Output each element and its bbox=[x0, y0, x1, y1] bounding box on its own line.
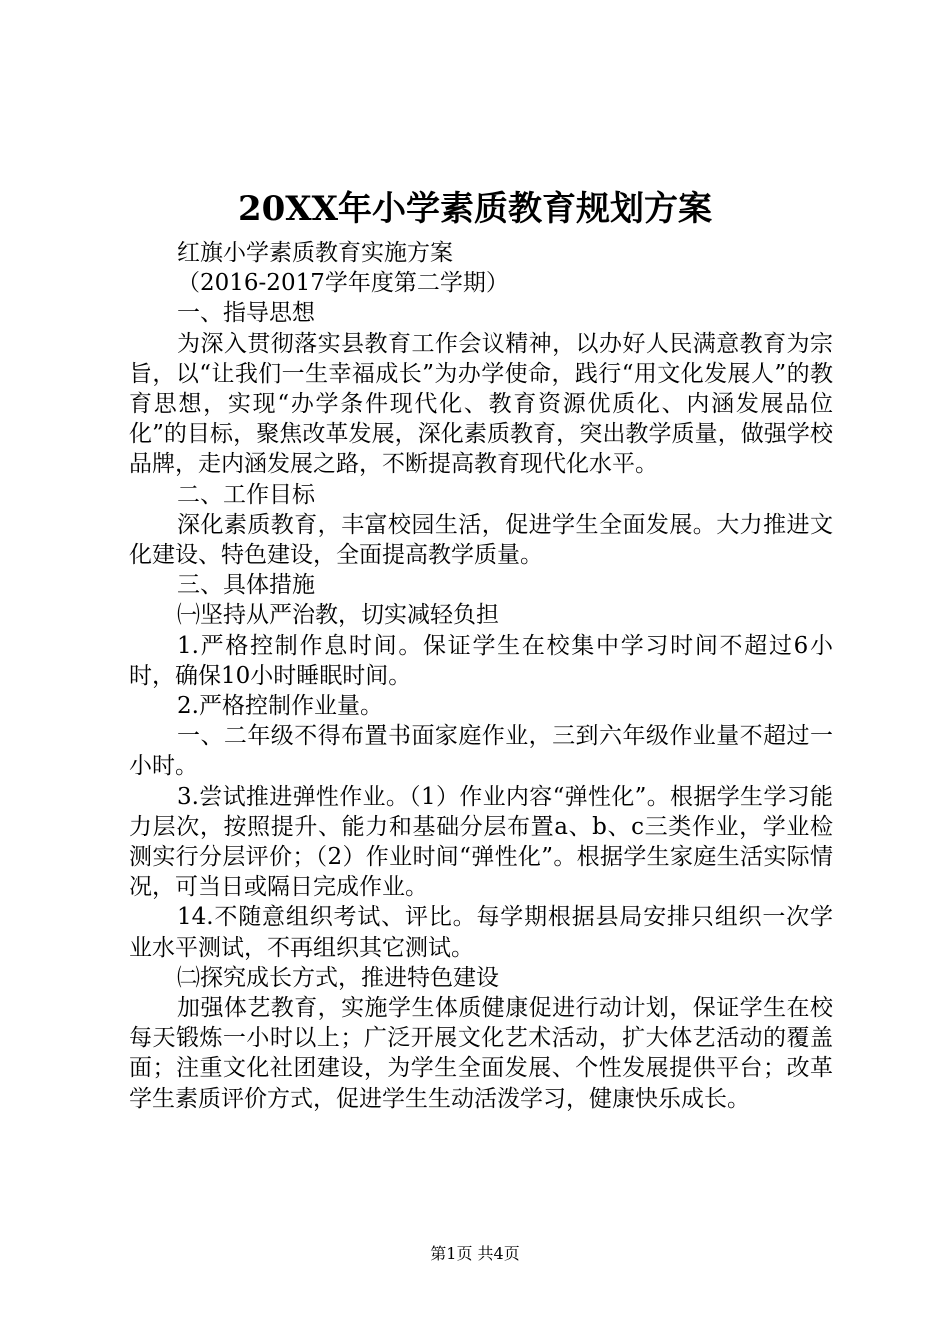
section-heading-work-goals: 二、工作目标 bbox=[177, 481, 315, 508]
list-item-homework-amount: 2.严格控制作业量。 bbox=[177, 693, 383, 720]
document-body bbox=[129, 238, 833, 1114]
section-heading-guiding-thought: 一、指导思想 bbox=[177, 300, 315, 327]
subsection-heading-growth: ㈡探究成长方式，推进特色建设 bbox=[177, 964, 499, 991]
semester-line: （2016-2017学年度第二学期） bbox=[177, 270, 509, 297]
paragraph-guiding-thought: 为深入贯彻落实县教育工作会议精神，以办好人民满意教育为宗旨，以“让我们一生幸福成长”为办学使命，践行“用文化发展人”的教育思想，实现“办学条件现代化、教育资源优质化、内涵发展品位化”的目标，聚焦改革发展，深化素质教育，突出教学质量，做强学校品牌，走内涵发展之路，不断提高教育现代化水平。 bbox=[129, 330, 833, 478]
list-item-flexible-homework: 3.尝试推进弹性作业。（1）作业内容“弹性化”。根据学生学习能力层次，按照提升、能力和基础分层布置a、b、c三类作业，学业检测实行分层评价；（2）作业时间“弹性化”。根据学生家庭生活实际情况，可当日或隔日完成作业。 bbox=[129, 783, 833, 901]
list-item-schedule: 1.严格控制作息时间。保证学生在校集中学习时间不超过6小时，确保10小时睡眠时间。 bbox=[129, 632, 833, 689]
paragraph-grade-homework: 一、二年级不得布置书面家庭作业，三到六年级作业量不超过一小时。 bbox=[129, 723, 833, 780]
list-item-exams: 14.不随意组织考试、评比。每学期根据县局安排只组织一次学业水平测试，不再组织其它测试。 bbox=[129, 904, 833, 961]
subsection-heading-strict-teaching: ㈠坚持从严治教，切实减轻负担 bbox=[177, 602, 499, 629]
document-title: 20XX年小学素质教育规划方案 bbox=[237, 189, 713, 229]
page-number-footer: 第1页 共4页 bbox=[430, 1244, 520, 1263]
paragraph-sports-arts: 加强体艺教育，实施学生体质健康促进行动计划，保证学生在校每天锻炼一小时以上；广泛开展文化艺术活动，扩大体艺活动的覆盖面；注重文化社团建设，为学生全面发展、个性发展提供平台；改革学生素质评价方式，促进学生生动活泼学习，健康快乐成长。 bbox=[129, 995, 833, 1112]
plan-name: 红旗小学素质教育实施方案 bbox=[177, 240, 453, 266]
section-heading-measures: 三、具体措施 bbox=[177, 572, 315, 599]
paragraph-work-goals: 深化素质教育，丰富校园生活，促进学生全面发展。大力推进文化建设、特色建设，全面提高教学质量。 bbox=[129, 511, 833, 569]
